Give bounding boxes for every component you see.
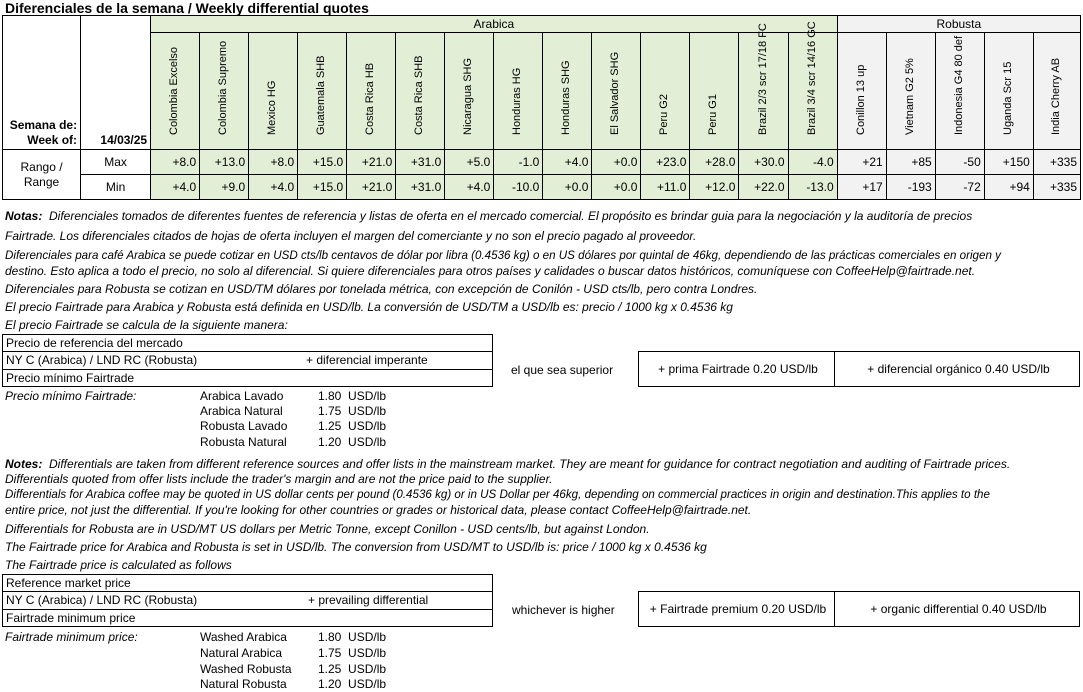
min-price-row: Natural Robusta 1.20 USD/lb (200, 677, 387, 691)
max-label: Max (81, 150, 151, 175)
min-cell: +31.0 (396, 175, 445, 200)
range-label: Rango / Range (3, 150, 81, 200)
min-price-row: Washed Robusta 1.25 USD/lb (200, 662, 387, 676)
arabica-group-header: Arabica (151, 16, 838, 33)
column-header: Brazil 2/3 scr 17/18 FC (739, 33, 788, 150)
notes-en-line-1: Notes: Differentials are taken from different reference sources and offer lists in the mainstream market. They are meant for guidance for contract negotiation and auditing of Fairtrade prices. (5, 457, 1011, 471)
min-cell: +4.0 (249, 175, 298, 200)
max-cell: +30.0 (739, 150, 788, 175)
notes-en-line-6: The Fairtrade price for Arabica and Robusta is set in USD/lb. The conversion from USD/MT to USD/lb is: price / 1000 kg x 0.4536 kg (5, 540, 707, 554)
notes-es-line-2: Fairtrade. Los diferenciales citados de hojas de oferta incluyen el margen del comerciante y no son el precio pagado al proveedor. (5, 229, 697, 243)
min-price-row: Natural Arabica 1.75 USD/lb (200, 646, 387, 660)
min-price-label-es: Precio mínimo Fairtrade: (5, 389, 137, 403)
max-cell: +8.0 (151, 150, 200, 175)
min-price-row: Arabica Natural 1.75 USD/lb (200, 404, 387, 418)
column-header: Honduras SHG (543, 33, 592, 150)
nyc-box-en: NY C (Arabica) / LND RC (Robusta) + prevailing differential (2, 591, 493, 610)
max-cell: +335 (1033, 150, 1080, 175)
ref-price-box-en: Reference market price (2, 574, 493, 592)
organic-box-es: + diferencial orgánico 0.40 USD/lb (834, 351, 1080, 387)
week-label-es: Semana de: (9, 118, 78, 132)
min-cell: -193 (886, 175, 935, 200)
week-date: 14/03/25 (81, 16, 151, 150)
min-cell: +0.0 (543, 175, 592, 200)
min-cell: +94 (984, 175, 1033, 200)
min-price-row: Arabica Lavado 1.80 USD/lb (200, 389, 387, 403)
max-cell: +21 (837, 150, 886, 175)
premium-box-en: + Fairtrade premium 0.20 USD/lb (638, 591, 835, 627)
notes-es-line-7: El precio Fairtrade se calcula de la siguiente manera: (5, 318, 288, 332)
min-price-row: Robusta Natural 1.20 USD/lb (200, 435, 387, 449)
notes-es-line-1: Notas: Diferenciales tomados de diferentes fuentes de referencia y listas de oferta en el mercado comercial. El propósito es brindar guia para la negociación y la auditoría de precios (5, 209, 973, 223)
max-cell: +31.0 (396, 150, 445, 175)
column-header: Peru G1 (690, 33, 739, 150)
max-cell: +21.0 (347, 150, 396, 175)
notes-en-line-4: entire price, not just the differential. If you're looking for other countries or grades or historical data, please contact CoffeeHelp@fairtrade.net. (5, 503, 752, 517)
min-cell: +9.0 (200, 175, 249, 200)
column-header: Conillon 13 up (837, 33, 886, 150)
max-cell: +150 (984, 150, 1033, 175)
notes-es-line-5: Diferenciales para Robusta se cotizan en USD/TM dólares por tonelada métrica, con excepción de Conilón - USD cts/lb, pero contra Londres. (5, 282, 758, 296)
min-cell: -13.0 (788, 175, 837, 200)
column-header: El Salvador SHG (592, 33, 641, 150)
min-cell: +17 (837, 175, 886, 200)
max-cell: -50 (935, 150, 984, 175)
column-header: Vietnam G2 5% (886, 33, 935, 150)
notes-es-line-6: El precio Fairtrade para Arabica y Robusta está definida en USD/lb. La conversión de USD/TM a USD/lb es: precio / 1000 kg x 0.4536 kg (5, 300, 733, 314)
max-cell: +4.0 (543, 150, 592, 175)
premium-box-es: + prima Fairtrade 0.20 USD/lb (638, 351, 835, 387)
notes-en-line-7: The Fairtrade price is calculated as follows (5, 558, 232, 572)
robusta-group-header: Robusta (837, 16, 1080, 33)
min-cell: +335 (1033, 175, 1080, 200)
max-cell: +15.0 (298, 150, 347, 175)
min-cell: +4.0 (151, 175, 200, 200)
max-cell: -1.0 (494, 150, 543, 175)
max-cell: +23.0 (641, 150, 690, 175)
column-header: Colombia Supremo (200, 33, 249, 150)
min-cell: -10.0 (494, 175, 543, 200)
column-header: Mexico HG (249, 33, 298, 150)
min-price-label-en: Fairtrade minimum price: (5, 630, 138, 644)
ref-price-box-es: Precio de referencia del mercado (2, 334, 493, 352)
column-header: Costa Rica SHB (396, 33, 445, 150)
min-price-row: Robusta Lavado 1.25 USD/lb (200, 419, 387, 433)
column-header: Nicaragua SHG (445, 33, 494, 150)
min-price-row: Washed Arabica 1.80 USD/lb (200, 630, 387, 644)
max-cell: -4.0 (788, 150, 837, 175)
min-cell: +15.0 (298, 175, 347, 200)
bracket-line-es (492, 351, 493, 387)
column-header: Colombia Excelso (151, 33, 200, 150)
differentials-table (2, 15, 1081, 200)
min-price-box-en: Fairtrade minimum price (2, 609, 493, 627)
bracket-line-en (492, 591, 493, 627)
page-title: Diferenciales de la semana / Weekly differential quotes (5, 0, 369, 16)
week-label-cell (3, 16, 81, 150)
column-header: Guatemala SHB (298, 33, 347, 150)
organic-box-en: + organic differential 0.40 USD/lb (834, 591, 1080, 627)
max-cell: +13.0 (200, 150, 249, 175)
notes-es-line-3: Diferenciales para café Arabica se puede cotizar en USD cts/lb centavos de dólar por libra (0.4536 kg) o en US dólares por quintal de 46kg, dependiendo de las prácticas comerciales en origen y (5, 249, 1001, 262)
column-header: Costa Rica HB (347, 33, 396, 150)
min-price-box-es: Precio mínimo Fairtrade (2, 369, 493, 387)
min-cell: +4.0 (445, 175, 494, 200)
week-label-en: Week of: (27, 133, 78, 147)
whichever-es: el que sea superior (511, 363, 614, 377)
column-header: Honduras HG (494, 33, 543, 150)
notes-en-line-5: Differentials for Robusta are in USD/MT US dollars per Metric Tonne, except Conillon - USD cents/lb, but against London. (5, 522, 650, 536)
max-cell: +85 (886, 150, 935, 175)
whichever-en: whichever is higher (512, 603, 615, 617)
min-label: Min (81, 175, 151, 200)
nyc-box-es: NY C (Arabica) / LND RC (Robusta) + diferencial imperante (2, 351, 493, 370)
table-row-max (3, 150, 1081, 175)
max-cell: +8.0 (249, 150, 298, 175)
notes-en-line-3: Differentials for Arabica coffee may be quoted in US dollar cents per pound (0.4536 kg) or in US Dollar per 46kg, depending on commercial practices in origin and destination.This applies to the (5, 488, 990, 501)
min-cell: +12.0 (690, 175, 739, 200)
table-row-min (3, 175, 1081, 200)
max-cell: +5.0 (445, 150, 494, 175)
min-cell: -72 (935, 175, 984, 200)
column-header: Brazil 3/4 scr 14/16 GC (788, 33, 837, 150)
min-cell: +11.0 (641, 175, 690, 200)
column-header: Peru G2 (641, 33, 690, 150)
min-cell: +22.0 (739, 175, 788, 200)
notes-es-line-4: destino. Esto aplica a todo el precio, no solo al diferencial. Si quiere diferenciales para otros países y calidades o buscar datos históricos, comuníquese con CoffeeHelp@fairtrade.net. (5, 264, 976, 278)
max-cell: +0.0 (592, 150, 641, 175)
min-cell: +21.0 (347, 175, 396, 200)
column-header: India Cherry AB (1033, 33, 1080, 150)
max-cell: +28.0 (690, 150, 739, 175)
column-header: Indonesia G4 80 def (935, 33, 984, 150)
column-header: Uganda Scr 15 (984, 33, 1033, 150)
min-cell: +0.0 (592, 175, 641, 200)
notes-en-line-2: Differentials quoted from offer lists include the trader's margin and are not the price paid to the supplier. (5, 472, 553, 486)
